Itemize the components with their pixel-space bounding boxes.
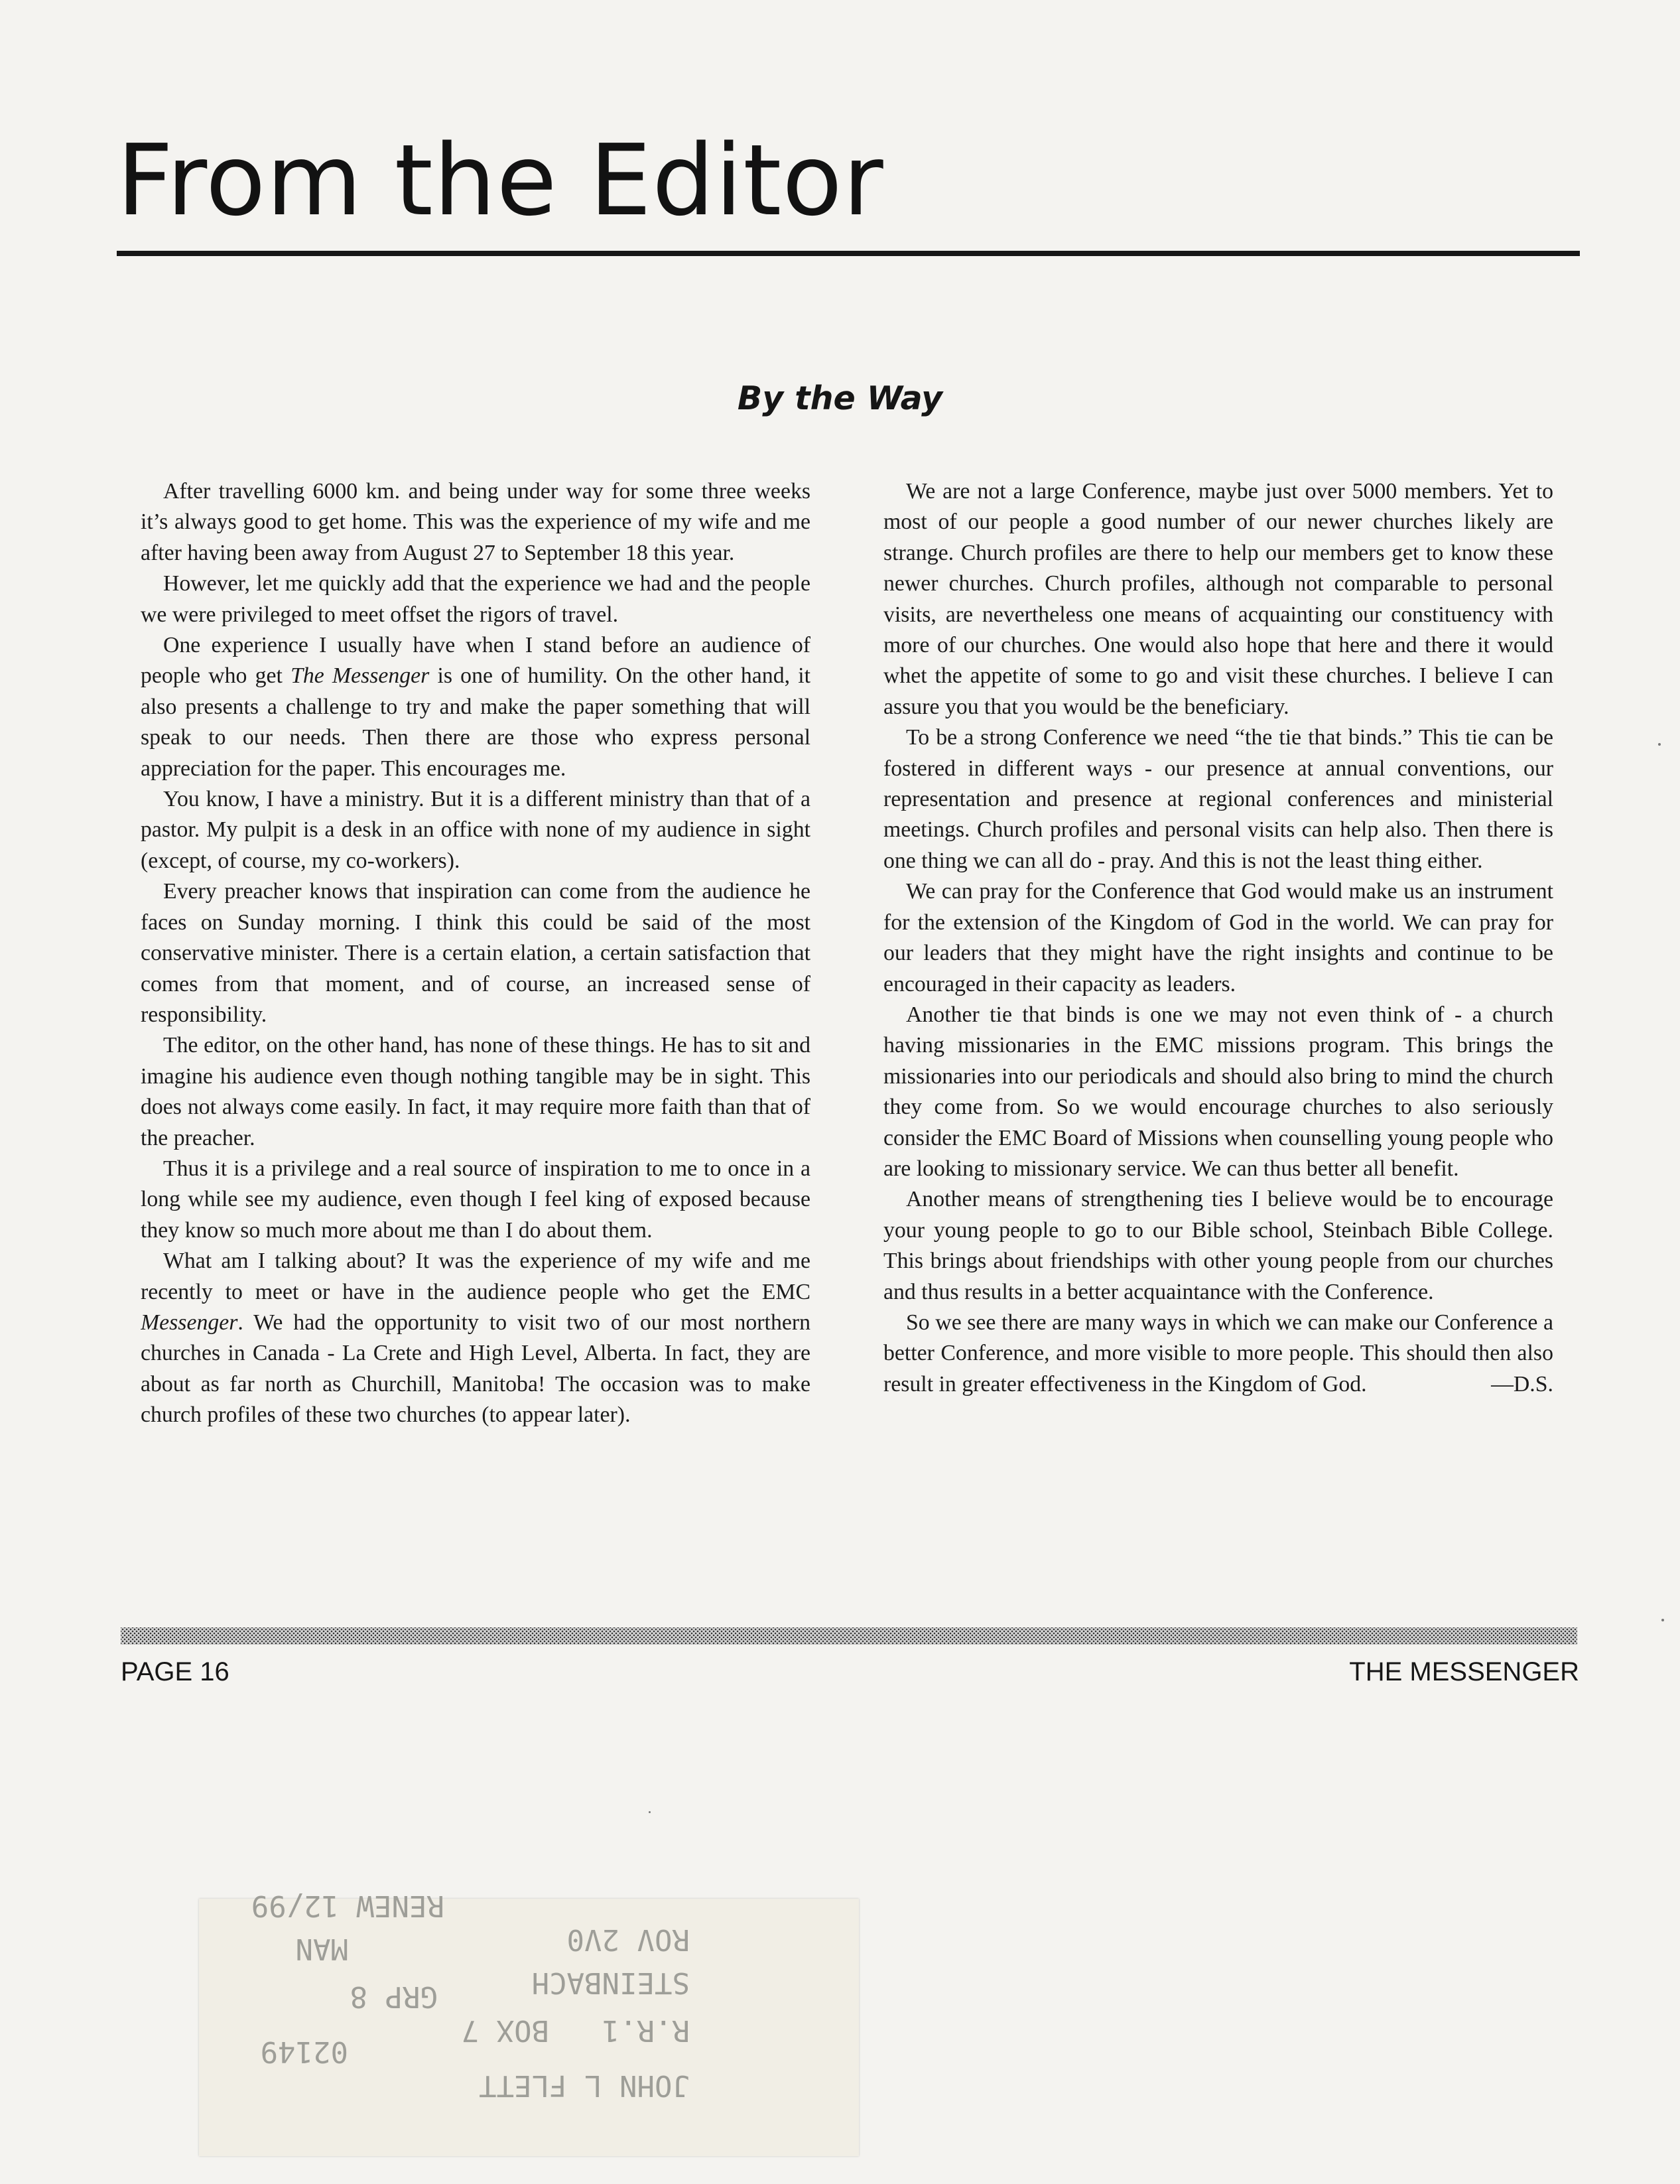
magazine-name: THE MESSENGER [1349,1657,1579,1686]
article-paragraph: However, let me quickly add that the experience we had and the people we were privileged to meet offset the rigors of travel. [141,571,810,627]
article-paragraph: You know, I have a ministry. But it is a different ministry than that of a pastor. My pulpit is a desk in an office with none of my audience in sight (except, of course, my co-workers). [141,787,810,873]
article-paragraph: So we see there are many ways in which we can make our Conference a better Conference, and more visible to more people. This should then also result in greater effectiveness in the Kingdom of God. —D.S. [883,1308,1553,1400]
article-paragraph: To be a strong Conference we need “the tie that binds.” This tie can be fostered in different ways - our presence at annual conventions, our representation and presence at regional conferences and ministerial meetings. Church profiles and personal visits can help also. Then there is one thing we can all do - pray. And this is not the least thing either. [883,725,1553,873]
article-paragraph: Another tie that binds is one we may not even think of - a church having missionaries in the EMC missions program. This brings the missionaries into our periodicals and should also bring to mind the church they come from. So we would encourage churches to also seriously consider the EMC Board of Missions when counselling young people who are looking to missionary service. We can thus better all benefit. [883,1002,1553,1181]
article-paragraph: After travelling 6000 km. and being under way for some three weeks it’s always good to get home. This was the experience of my wife and me after having been away from August 27 to September 18 this year. [141,479,810,565]
mailing-label [199,1889,859,2156]
label-field: MAN [295,1932,348,1966]
article-paragraph: What am I talking about? It was the experience of my wife and me recently to meet or have in the audience people who get the EMC Messenger. We had the opportunity to visit two of our most northern churches in Canada - La Crete and High Level, Alberta. In fact, they are about as far north as Churchill, Manitoba! The occasion was to make church profiles of these two churches (to appear later). [141,1249,810,1428]
article-paragraph: Every preacher knows that inspiration can come from the audience he faces on Sunday morning. I think this could be said of the most conservative minister. There is a certain elation, a certain satisfaction that comes from that moment, and of course, an increased sense of responsibility. [141,879,810,1027]
article-heading: By the Way [737,379,943,417]
title-divider [117,251,1580,256]
page-number: PAGE 16 [121,1657,229,1686]
label-field: R.R.1 BOX 7 [461,2013,690,2047]
footer-divider [121,1627,1577,1645]
label-field: 02149 [260,2035,348,2069]
article-paragraph: We can pray for the Conference that God would make us an instrument for the extension of the Kingdom of God in the world. We can pray for our leaders that they might have the right insights and continue to be encouraged in their capacity as leaders. [883,879,1553,996]
scan-speck [1661,1619,1664,1621]
italic-title: The Messenger [291,663,430,689]
article-paragraph: Thus it is a privilege and a real source of inspiration to me to once in a long while see my audience, even though I feel king of exposed because they know so much more about me than I do about them. [141,1156,810,1243]
label-field: JOHN L FLETT [479,2069,690,2102]
article-paragraph: We are not a large Conference, maybe just over 5000 members. Yet to most of our people a good number of our newer churches likely are strange. Church profiles are there to help our members get to know these newer churches. Church profiles, although not comparable to personal visits, are nevertheless one means of acquainting our constituency with more of our churches. One would also hope that here and there it would whet the appetite of some to go and visit these churches. I believe I can assure you that you would be the beneficiary. [883,479,1553,719]
label-field: RENEW 12/99 [251,1889,444,1923]
article-paragraph: The editor, on the other hand, has none of these things. He has to sit and imagine his audience even though nothing tangible may be in sight. This does not always come easily. In fact, it may require more faith than that of the preacher. [141,1033,810,1150]
scan-speck [1658,743,1661,746]
page-title: From the Editor [117,123,884,238]
label-field: GRP 8 [350,1980,438,2013]
scan-speck [649,1811,651,1813]
article-paragraph: One experience I usually have when I stand before an audience of people who get The Messenger is one of humility. On the other hand, it also presents a challenge to try and make the paper something that will speak to our needs. Then there are those who express personal appreciation for the paper. This encourages me. [141,633,810,781]
mailing-label-text [199,1889,859,2156]
article-column-left [141,476,810,1604]
italic-title: Messenger [141,1310,238,1335]
label-field: STEINBACH [531,1966,690,2000]
article-column-right [883,476,1553,1604]
editor-signoff: —D.S. [1491,1371,1553,1397]
article-paragraph: Another means of strengthening ties I believe would be to encourage your young people to go to our Bible school, Steinbach Bible College. This brings about friendships with other young people from our churches and thus results in a better acquaintance with the Conference. [883,1187,1553,1304]
label-field: ROV 2V0 [566,1923,690,1956]
